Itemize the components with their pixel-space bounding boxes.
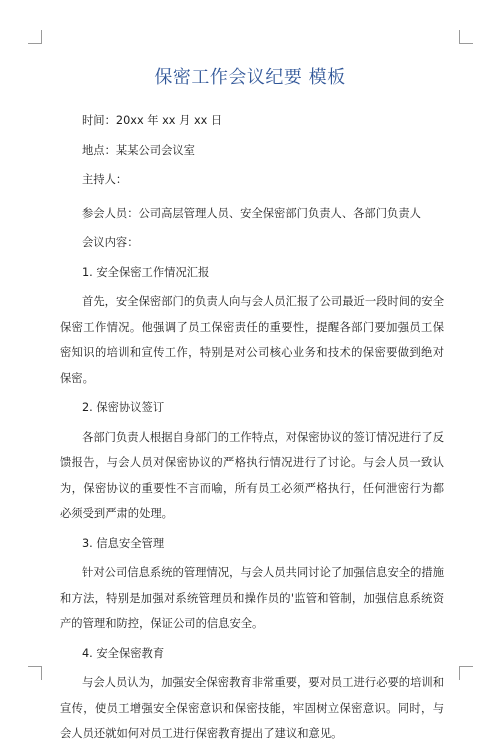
section-body-2: 各部门负责人根据自身部门的工作特点，对保密协议的签订情况进行了反馈报告，与会人员对保密协议的严格执行情况进行了讨论。与会人员一致认为，保密协议的重要性不言而喻，所有员工必须严格执行，任何泄密行为都必须受到严肃的处理。 — [60, 430, 444, 520]
section-body-4: 与会人员认为，加强安全保密教育非常重要，要对员工进行必要的培训和宣传，使员工增强安全保密意识和保密技能，牢固树立保密意识。同时，与会人员还就如何对员工进行保密教育提出了建议和意见。 — [60, 676, 444, 740]
section-heading-4: 4. 安全保密教育 — [82, 646, 165, 660]
meeting-attendees: 参会人员：公司高层管理人员、安全保密部门负责人、各部门负责人 — [82, 206, 421, 220]
document-body — [60, 108, 444, 747]
crop-mark-bottom-left — [28, 666, 42, 680]
section-body-3: 针对公司信息系统的管理情况，与会人员共同讨论了加强信息安全的措施和方法，特别是加强对系统管理员和操作员的'监管和管制，加强信息系统资产的管理和防控，保证公司的信息安全。 — [60, 566, 444, 630]
section-body-1: 首先，安全保密部门的负责人向与会人员汇报了公司最近一段时间的安全保密工作情况。他强调了员工保密责任的重要性，提醒各部门要加强员工保密知识的培训和宣传工作，特别是对公司核心业务和技术的保密要做到绝对保密。 — [60, 295, 444, 385]
meeting-content-label: 会议内容： — [82, 236, 139, 249]
crop-mark-bottom-right — [459, 666, 473, 680]
meeting-time: 时间：20xx 年 xx 月 xx 日 — [82, 114, 223, 127]
crop-mark-top-left — [28, 30, 42, 44]
meeting-location: 地点：某某公司会议室 — [82, 143, 195, 157]
section-heading-1: 1. 安全保密工作情况汇报 — [82, 265, 210, 279]
crop-mark-top-right — [459, 30, 473, 44]
section-heading-2: 2. 保密协议签订 — [82, 401, 165, 414]
section-heading-3: 3. 信息安全管理 — [82, 536, 165, 550]
document-title: 保密工作会议纪要 模板 — [154, 67, 346, 88]
meeting-host: 主持人： — [82, 173, 128, 186]
